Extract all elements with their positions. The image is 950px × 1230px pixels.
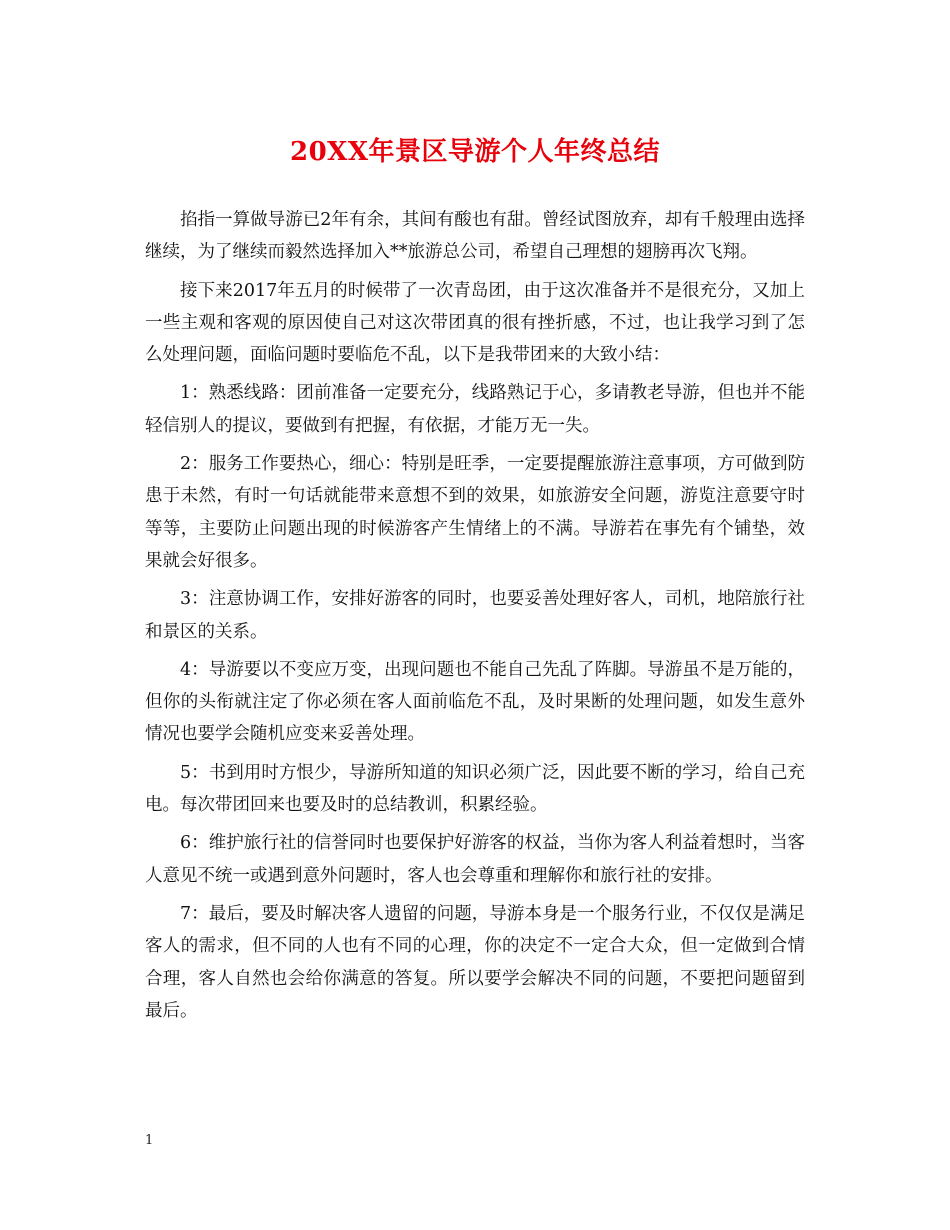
paragraph-point-7: 7：最后，要及时解决客人遗留的问题，导游本身是一个服务行业，不仅仅是满足客人的需求，但不同的人也有不同的心理，你的决定不一定合大众，但一定做到合情合理，客人自然也会给你满意的答复。所以要学会解决不同的问题，不要把问题留到最后。: [145, 903, 805, 1021]
paragraph-point-3: 3：注意协调工作，安排好游客的同时，也要妥善处理好客人，司机，地陪旅行社和景区的关系。: [145, 589, 805, 642]
paragraph-point-2: 2：服务工作要热心，细心：特别是旺季，一定要提醒旅游注意事项，方可做到防患于未然，有时一句话就能带来意想不到的效果，如旅游安全问题，游览注意要守时等等，主要防止问题出现的时候游客产生情绪上的不满。导游若在事先有个铺垫，效果就会好很多。: [145, 454, 805, 571]
paragraph-qingdao-tour: 接下来2017年五月的时候带了一次青岛团，由于这次准备并不是很充分，又加上一些主观和客观的原因使自己对这次带团真的很有挫折感，不过，也让我学习到了怎么处理问题，面临问题时要临危不乱，以下是我带团来的大致小结：: [145, 280, 805, 366]
document-body: [145, 204, 805, 1033]
paragraph-point-1: 1：熟悉线路：团前准备一定要充分，线路熟记于心，多请教老导游，但也并不能轻信别人的提议，要做到有把握，有依据，才能万无一失。: [145, 383, 805, 436]
paragraph-point-6: 6：维护旅行社的信誉同时也要保护好游客的权益，当你为客人利益着想时，当客人意见不统一或遇到意外问题时，客人也会尊重和理解你和旅行社的安排。: [145, 833, 805, 886]
document-title: 20XX年景区导游个人年终总结: [289, 137, 661, 167]
paragraph-point-5: 5：书到用时方恨少，导游所知道的知识必须广泛，因此要不断的学习，给自己充电。每次带团回来也要及时的总结教训，积累经验。: [145, 762, 805, 816]
paragraph-intro: 掐指一算做导游已2年有余，其间有酸也有甜。曾经试图放弃，却有千般理由选择继续，为了继续而毅然选择加入**旅游总公司，希望自己理想的翅膀再次飞翔。: [145, 210, 805, 263]
page-number: 1: [145, 1133, 154, 1148]
paragraph-point-4: 4：导游要以不变应万变，出现问题也不能自己先乱了阵脚。导游虽不是万能的，但你的头衔就注定了你必须在客人面前临危不乱，及时果断的处理问题，如发生意外情况也要学会随机应变来妥善处理。: [145, 659, 805, 745]
